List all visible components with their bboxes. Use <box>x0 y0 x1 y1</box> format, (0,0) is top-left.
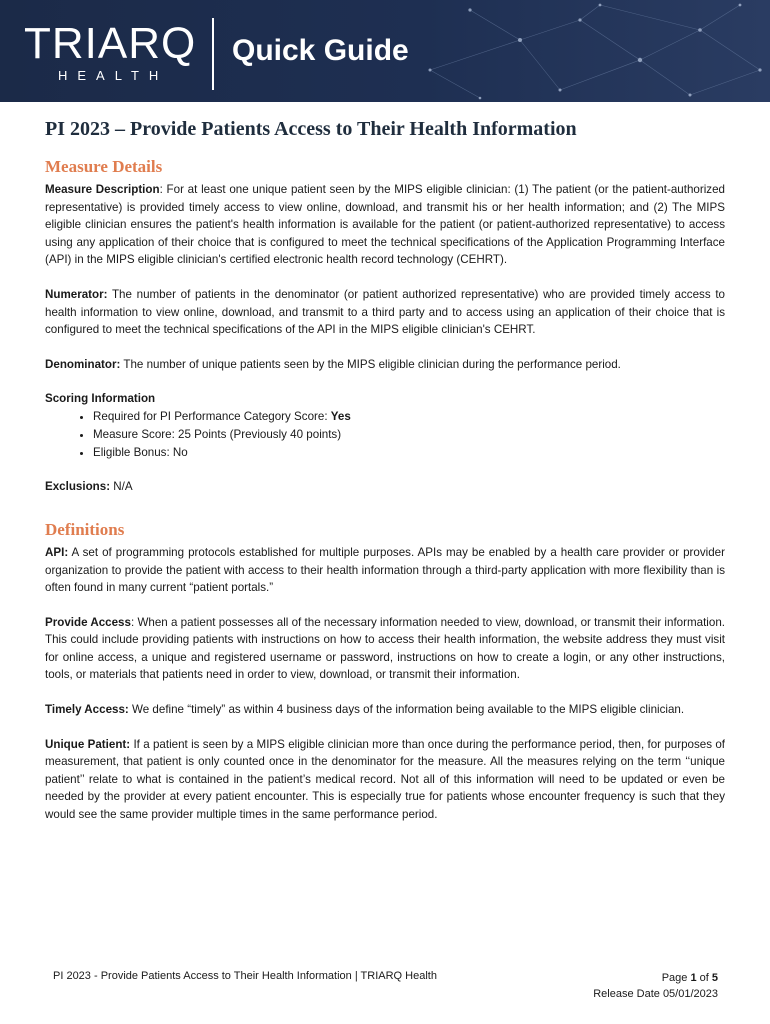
scoring-item-text: Required for PI Performance Category Score: <box>93 409 331 423</box>
denominator <box>45 356 725 374</box>
measure-details-heading: Measure Details <box>45 157 163 176</box>
api-label: API: <box>45 545 69 559</box>
numerator <box>45 286 725 339</box>
unique-patient-label: Unique Patient: <box>45 737 131 751</box>
timely-access-text: We define “timely” as within 4 business days of the information being available to the MIPS eligible clinician. <box>128 703 685 717</box>
document-body <box>45 118 725 841</box>
definition-timely-access <box>45 701 725 719</box>
definition-api <box>45 544 725 597</box>
exclusions <box>45 478 725 496</box>
footer-page-info <box>593 970 718 1002</box>
numerator-label: Numerator: <box>45 287 108 301</box>
denominator-label: Denominator: <box>45 357 121 371</box>
footer-document-label: PI 2023 - Provide Patients Access to Their Health Information | TRIARQ Health <box>53 970 437 982</box>
measure-description <box>45 181 725 269</box>
header-divider <box>212 18 214 90</box>
logo-subtitle: HEALTH <box>58 68 169 83</box>
scoring-information-title: Scoring Information <box>45 392 156 406</box>
triarq-logo <box>24 19 197 83</box>
timely-access-label: Timely Access: <box>45 703 129 717</box>
exclusions-label: Exclusions: <box>45 480 111 494</box>
scoring-item-value: Yes <box>330 409 351 423</box>
provide-access-label: Provide Access <box>45 615 131 629</box>
exclusions-text: N/A <box>110 480 133 494</box>
scoring-item-text: Measure Score: 25 Points (Previously 40 points) <box>93 427 342 441</box>
measure-description-text: : For at least one unique patient seen by the MIPS eligible clinician: (1) The patient (or the patient-authorized representative) is provided timely access to view online, download, and transmit his or her health information; and (2) The MIPS eligible clinician ensures the patient's health information is available for the patient (or patient-authorized representative) to access using any application of their choice that is configured to meet the technical specifications of the Application Programming Interface (API) in the MIPS eligible clinician's certified electronic health record technology (CEHRT). <box>45 183 726 267</box>
definition-provide-access <box>45 614 725 684</box>
numerator-text: The number of patients in the denominator (or patient authorized representative) who are provided timely access to health information to view online, download, and transmit to a third party and to access using an application of their choice that is configured to meet the technical specifications of the API in the MIPS eligible clinician's CEHRT. <box>45 287 725 337</box>
measure-description-label: Measure Description <box>45 183 160 196</box>
list-item <box>93 426 725 444</box>
page-prefix: Page <box>661 972 691 984</box>
scoring-list <box>45 408 725 461</box>
quick-guide-label: Quick Guide <box>232 34 409 67</box>
definition-unique-patient <box>45 736 725 824</box>
page-number <box>593 970 718 986</box>
definitions-heading: Definitions <box>45 519 125 539</box>
logo-name: TRIARQ <box>24 19 197 68</box>
api-text: A set of programming protocols established for multiple purposes. APIs may be enabled by a health care provider or provider organization to provide the patient with access to their health information through a third-party application with more flexibility than is often found in many current “patient portals.” <box>45 545 725 595</box>
page-total: 5 <box>711 972 718 984</box>
page-of: of <box>696 972 712 984</box>
page-current: 1 <box>690 972 697 984</box>
unique-patient-text: If a patient is seen by a MIPS eligible clinician more than once during the performance period, then, for purposes of measurement, that patient is only counted once in the denominator for the measure. All the measures relying on the term ‘‘unique patient’’ relate to what is contained in the patient’s medical record. Not all of this information will need to be updated or even be needed by the provider at every patient encounter. This is especially true for patients whose encounter frequency is such that they would see the same provider multiple times in the same performance period. <box>45 737 725 822</box>
denominator-text: The number of unique patients seen by the MIPS eligible clinician during the performance period. <box>120 357 621 371</box>
header-banner <box>0 0 770 102</box>
list-item <box>93 444 725 462</box>
list-item <box>93 408 725 426</box>
provide-access-text: : When a patient possesses all of the necessary information needed to view, download, or transmit their information. This could include providing patients with instructions on how to access their health information, the website address they must visit for online access, a unique and registered username or password, instructions on how to create a login, or any other instructions, tools, or materials that patients need in order to view, download, or transmit their information. <box>45 615 725 682</box>
release-date: Release Date 05/01/2023 <box>593 988 718 1000</box>
document-title: PI 2023 – Provide Patients Access to Their Health Information <box>45 118 577 140</box>
scoring-item-text: Eligible Bonus: No <box>93 445 188 459</box>
